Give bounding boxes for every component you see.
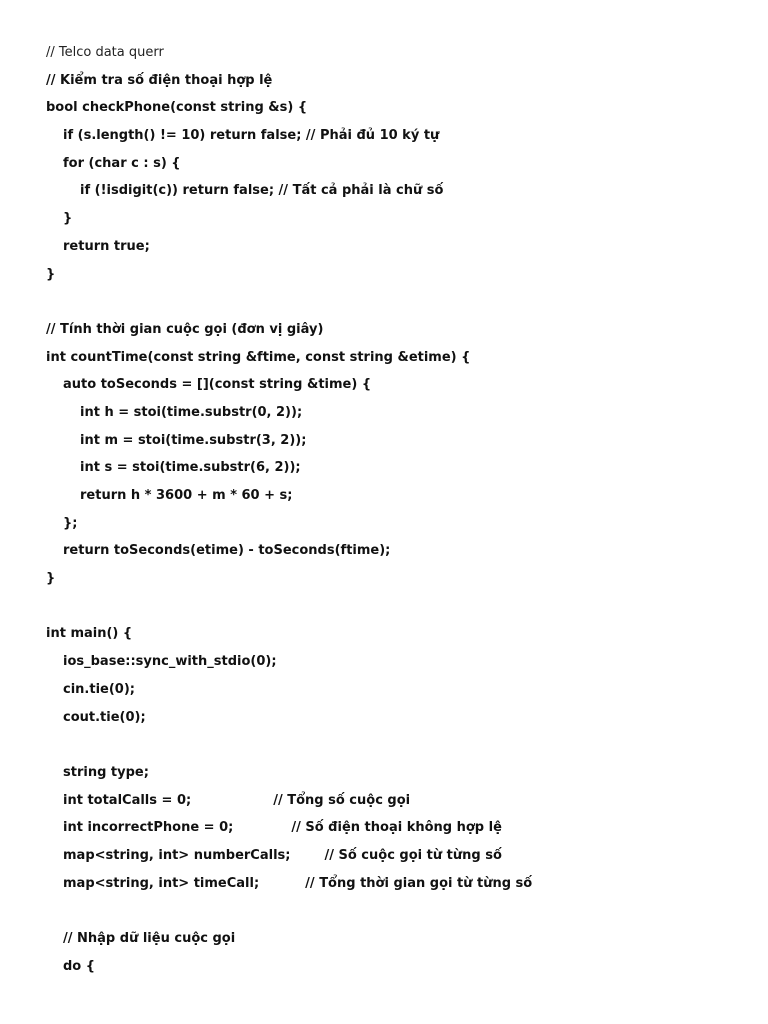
code-statement: int incorrectPhone = 0;	[63, 820, 234, 836]
code-line: int s = stoi(time.substr(6, 2));	[80, 460, 301, 476]
code-comment: // Số cuộc gọi từ từng số	[324, 847, 502, 863]
code-statement: map<string, int> timeCall;	[63, 875, 260, 891]
code-line: if (s.length() != 10) return false; // Phải đủ 10 ký tự	[63, 128, 440, 144]
code-line: int m = stoi(time.substr(3, 2));	[80, 432, 307, 448]
code-line: int h = stoi(time.substr(0, 2));	[80, 404, 303, 420]
code-line: }	[46, 266, 56, 282]
code-line: int countTime(const string &ftime, const string &etime) {	[46, 349, 471, 365]
code-line: // Telco data querr	[46, 45, 164, 60]
code-line: do {	[63, 958, 96, 974]
code-line: ios_base::sync_with_stdio(0);	[63, 654, 277, 670]
code-line: string type;	[63, 764, 149, 780]
blank-line	[46, 597, 748, 625]
code-line: if (!isdigit(c)) return false; // Tất cả phải là chữ số	[80, 183, 444, 199]
code-line: // Tính thời gian cuộc gọi (đơn vị giây)	[46, 321, 324, 337]
code-line: // Nhập dữ liệu cuộc gọi	[63, 931, 236, 946]
code-listing	[46, 43, 748, 984]
code-comment: // Tổng số cuộc gọi	[273, 792, 411, 808]
code-line	[46, 818, 748, 846]
code-line: };	[63, 515, 78, 531]
code-line: }	[46, 571, 56, 587]
code-line: auto toSeconds = [](const string &time) {	[63, 377, 372, 393]
code-line: int main() {	[46, 626, 133, 642]
code-line: return true;	[63, 238, 150, 254]
code-line: cin.tie(0);	[63, 681, 135, 697]
blank-line	[46, 735, 748, 763]
code-line	[46, 874, 748, 902]
code-line: }	[63, 211, 73, 227]
code-line: bool checkPhone(const string &s) {	[46, 100, 308, 116]
code-statement: int totalCalls = 0;	[63, 792, 192, 808]
code-comment: // Tổng thời gian gọi từ từng số	[305, 875, 533, 891]
code-line: for (char c : s) {	[63, 155, 181, 171]
code-line	[46, 846, 748, 874]
code-line	[46, 791, 748, 819]
code-statement: map<string, int> numberCalls;	[63, 847, 291, 863]
blank-line	[46, 901, 748, 929]
code-line: return toSeconds(etime) - toSeconds(ftime);	[63, 543, 391, 559]
code-comment: // Số điện thoại không hợp lệ	[291, 820, 502, 836]
code-line: // Kiểm tra số điện thoại hợp lệ	[46, 72, 273, 88]
code-line: cout.tie(0);	[63, 709, 146, 725]
code-line: return h * 3600 + m * 60 + s;	[80, 488, 293, 503]
blank-line	[46, 292, 748, 320]
